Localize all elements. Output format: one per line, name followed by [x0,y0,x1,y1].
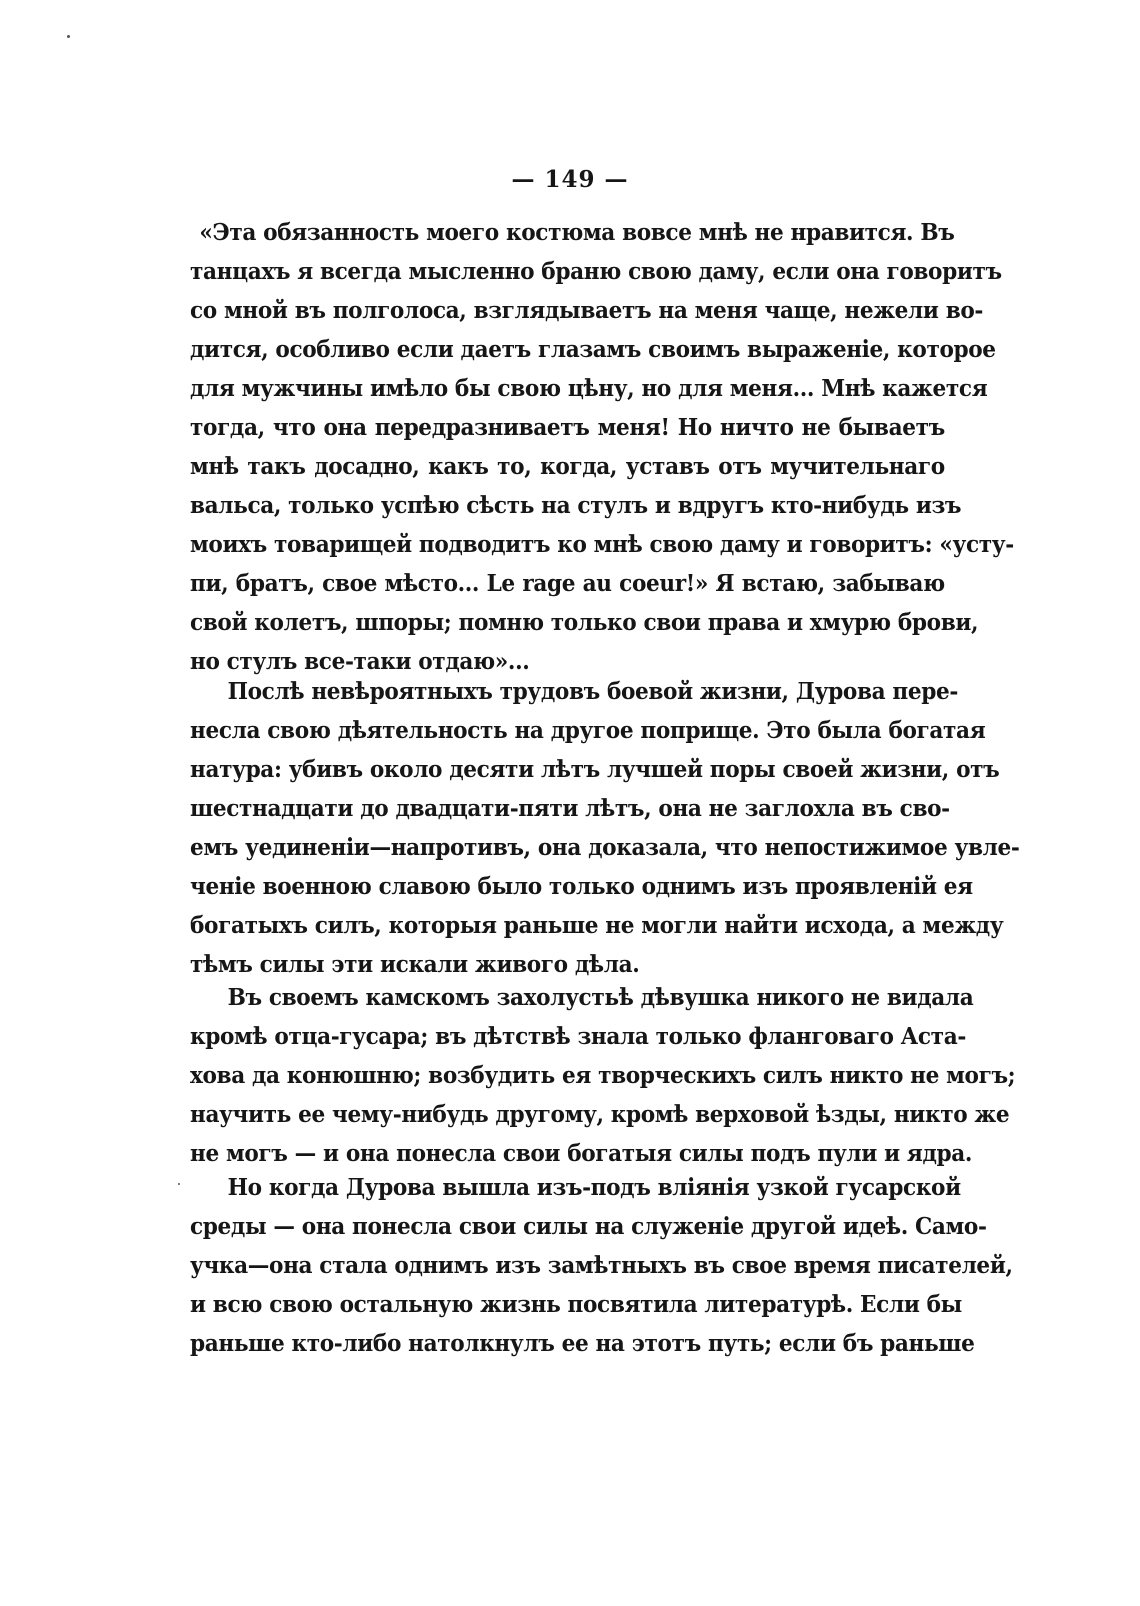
text-line: «Эта обязанность моего костюма вовсе мнѣ не нравится. Въ [199,219,955,246]
text-line: моихъ товарищей подводитъ ко мнѣ свою даму и говоритъ: «усту- [190,531,1014,558]
text-line: для мужчины имѣло бы свою цѣну, но для меня... Мнѣ кажется [190,375,988,402]
text-line: не могъ — и она понесла свои богатыя силы подъ пули и ядра. [190,1140,973,1167]
text-line: пи, братъ, свое мѣсто... Le rage au coeur!» Я встаю, забываю [190,570,945,597]
text-line: Послѣ невѣроятныхъ трудовъ боевой жизни, Дурова пере- [227,678,958,705]
text-line: Но когда Дурова вышла изъ-подъ вліянія узкой гусарской [227,1174,961,1201]
text-line: несла свою дѣятельность на другое поприще. Это была богатая [190,717,986,744]
text-line: и всю свою остальную жизнь посвятила литературѣ. Если бы [190,1291,962,1318]
text-line: танцахъ я всегда мысленно браню свою даму, если она говоритъ [190,258,1002,285]
text-line: мнѣ такъ досадно, какъ то, когда, уставъ отъ мучительнаго [190,453,945,480]
text-line: но стулъ все-таки отдаю»... [190,648,530,675]
text-line: тѣмъ силы эти искали живого дѣла. [190,951,640,978]
text-line: натура: убивъ около десяти лѣтъ лучшей поры своей жизни, отъ [190,756,1000,783]
text-line: тогда, что она передразниваетъ меня! Но ничто не бываетъ [190,414,945,441]
text-line: хова да конюшню; возбудить ея творческихъ силъ никто не могъ; [190,1062,1016,1089]
text-line: научить ее чему-нибудь другому, кромѣ верховой ѣзды, никто же [190,1101,1010,1128]
text-line: дится, особливо если даетъ глазамъ своимъ выраженіе, которое [190,336,996,363]
text-line: вальса, только успѣю сѣсть на стулъ и вдругъ кто-нибудь изъ [190,492,962,519]
text-line: свой колетъ, шпоры; помню только свои права и хмурю брови, [190,609,979,636]
text-line: ченіе военною славою было только однимъ изъ проявленій ея [190,873,973,900]
paragraph-3 [190,978,1016,1173]
paragraph-2 [190,672,1020,984]
text-line: шестнадцати до двадцати-пяти лѣтъ, она не заглохла въ сво- [190,795,950,822]
page-number: — 149 — [511,166,629,193]
text-line: со мной въ полголоса, взглядываетъ на меня чаще, нежели во- [190,297,984,324]
scan-speck [178,1183,180,1185]
text-line: Въ своемъ камскомъ захолустьѣ дѣвушка никого не видала [227,984,974,1011]
text-line: учка—она стала однимъ изъ замѣтныхъ въ свое время писателей, [190,1252,1013,1279]
paragraph-4 [190,1168,1013,1363]
text-line: кромѣ отца-гусара; въ дѣтствѣ знала только фланговаго Аста- [190,1023,966,1050]
text-line: емъ уединеніи—напротивъ, она доказала, что непостижимое увле- [190,834,1020,861]
scan-speck [67,35,70,38]
text-line: богатыхъ силъ, которыя раньше не могли найти исхода, а между [190,912,1004,939]
paragraph-1 [190,213,1014,681]
text-line: среды — она понесла свои силы на служеніе другой идеѣ. Само- [190,1213,987,1240]
text-line: раньше кто-либо натолкнулъ ее на этотъ путь; если бъ раньше [190,1330,975,1357]
